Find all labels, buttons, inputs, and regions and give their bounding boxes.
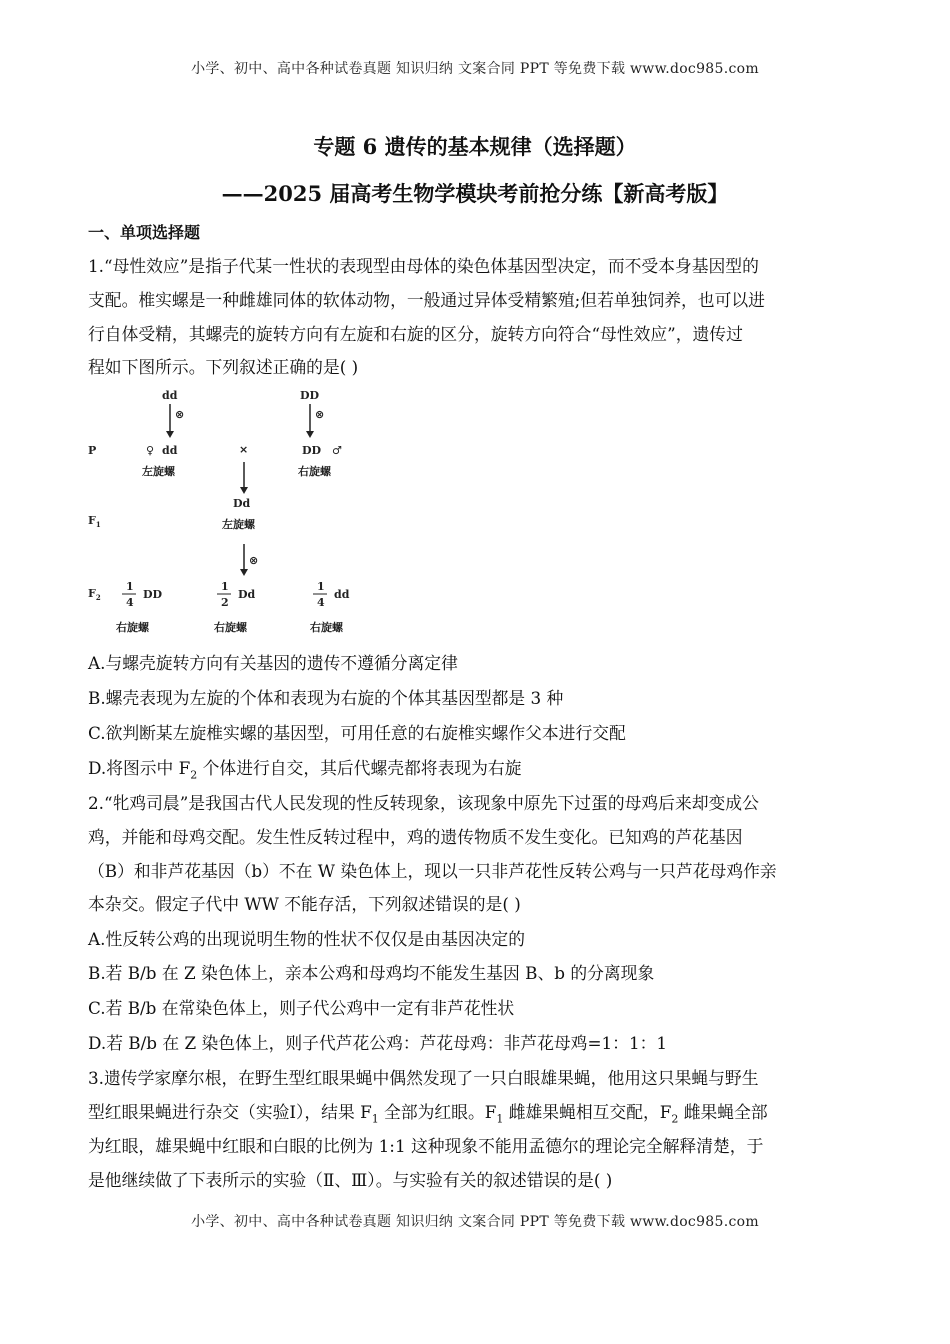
diagram-f1-genotype: Dd — [233, 497, 251, 510]
f2-fraction-den: 4 — [126, 596, 134, 609]
q1-line-3: 行自体受精，其螺壳的旋转方向有左旋和右旋的区分，旋转方向符合“母性效应”，遗传过 — [88, 324, 743, 344]
q3-line-3: 为红眼，雄果蝇中红眼和白眼的比例为 1:1 这种现象不能用孟德尔的理论完全解释清楚，于 — [88, 1136, 764, 1156]
f2-genotype: Dd — [238, 588, 256, 601]
page-footer: 小学、初中、高中各种试卷真题 知识归纳 文案合同 PPT 等免费下载 www.doc985.com — [191, 1214, 759, 1230]
self-cross-icon: ⊗ — [315, 408, 325, 421]
inheritance-diagram — [80, 382, 380, 640]
q2-line-3: （B）和非芦花基因（b）不在 W 染色体上，现以一只非芦花性反转公鸡与一只芦花母鸡作亲 — [88, 861, 777, 881]
page-title: 专题 6 遗传的基本规律（选择题） — [313, 134, 637, 159]
diagram-left-label: 左旋螺 — [142, 465, 175, 478]
q3-line-2: 型红眼果蝇进行杂交（实验Ⅰ），结果 $F_1$ 全部为红眼。$F_1$ 雌雄果蝇相互交配，$F_2$ 雌果蝇全部 — [88, 1102, 768, 1126]
diagram-arrowhead-to-f2 — [240, 569, 248, 576]
f2-item-3 — [310, 580, 350, 634]
diagram-male-genotype: DD — [302, 444, 322, 457]
page-header: 小学、初中、高中各种试卷真题 知识归纳 文案合同 PPT 等免费下载 www.doc985.com — [191, 61, 759, 77]
page-subtitle: ——2025 届高考生物学模块考前抢分练【新高考版】 — [221, 181, 729, 206]
f2-label: 右旋螺 — [116, 621, 149, 634]
diagram-F2-label: $F_2$ — [88, 587, 101, 602]
q2-line-4: 本杂交。假定子代中 WW 不能存活，下列叙述错误的是( ) — [88, 894, 521, 914]
female-symbol-icon: ♀ — [146, 444, 155, 457]
diagram-arrowhead-left-top — [166, 431, 174, 438]
f2-item-1 — [116, 580, 163, 634]
f2-genotype: DD — [143, 588, 163, 601]
self-cross-icon: ⊗ — [249, 554, 259, 567]
q2-option-c: C.若 B/b 在常染色体上，则子代公鸡中一定有非芦花性状 — [88, 998, 515, 1018]
male-symbol-icon: ♂ — [332, 444, 342, 457]
f2-fraction-den: 2 — [221, 596, 229, 609]
q1-option-c: C.欲判断某左旋椎实螺的基因型，可用任意的右旋椎实螺作父本进行交配 — [88, 723, 626, 743]
q2-option-a: A.性反转公鸡的出现说明生物的性状不仅仅是由基因决定的 — [88, 929, 525, 949]
q1-line-1: 1.“母性效应”是指子代某一性状的表现型由母体的染色体基因型决定，而不受本身基因型的 — [88, 256, 759, 276]
cross-symbol: × — [239, 443, 249, 456]
f2-label: 右旋螺 — [214, 621, 247, 634]
f2-item-2 — [214, 580, 256, 634]
diagram-female-genotype: dd — [162, 444, 178, 457]
diagram-right-label: 右旋螺 — [298, 465, 331, 478]
diagram-P-label: P — [88, 444, 97, 457]
q2-option-d: D.若 B/b 在 Z 染色体上，则子代芦花公鸡：芦花母鸡：非芦花母鸡=1：1：1 — [88, 1033, 668, 1053]
f2-label: 右旋螺 — [310, 621, 343, 634]
diagram-arrowhead-to-f1 — [240, 487, 248, 494]
q1-option-a: A.与螺壳旋转方向有关基因的遗传不遵循分离定律 — [88, 653, 458, 673]
f2-fraction-num: 1 — [221, 580, 229, 593]
diagram-DD-top: DD — [300, 389, 320, 402]
f2-fraction-num: 1 — [317, 580, 325, 593]
section-heading: 一、单项选择题 — [88, 223, 201, 242]
q3-line-4: 是他继续做了下表所示的实验（Ⅱ、Ⅲ）。与实验有关的叙述错误的是( ) — [88, 1170, 613, 1190]
self-cross-icon: ⊗ — [175, 408, 185, 421]
f2-fraction-num: 1 — [126, 580, 134, 593]
diagram-F1-label: $F_1$ — [88, 514, 101, 529]
q1-option-d: D.将图示中 $F_2$ 个体进行自交，其后代螺壳都将表现为右旋 — [88, 758, 522, 782]
q1-line-4: 程如下图所示。下列叙述正确的是( ) — [88, 357, 359, 377]
q1-option-b: B.螺壳表现为左旋的个体和表现为右旋的个体其基因型都是 3 种 — [88, 688, 564, 708]
f2-genotype: dd — [334, 588, 350, 601]
diagram-f1-label: 左旋螺 — [222, 518, 255, 531]
q1-line-2: 支配。椎实螺是一种雌雄同体的软体动物，一般通过异体受精繁殖;但若单独饲养，也可以进 — [88, 290, 765, 310]
diagram-arrowhead-right-top — [306, 431, 314, 438]
q2-option-b: B.若 B/b 在 Z 染色体上，亲本公鸡和母鸡均不能发生基因 B、b 的分离现象 — [88, 963, 655, 983]
q2-line-1: 2.“牝鸡司晨”是我国古代人民发现的性反转现象，该现象中原先下过蛋的母鸡后来却变成公 — [88, 793, 759, 813]
q3-line-1: 3.遗传学家摩尔根，在野生型红眼果蝇中偶然发现了一只白眼雄果蝇，他用这只果蝇与野生 — [88, 1068, 759, 1088]
f2-fraction-den: 4 — [317, 596, 325, 609]
q2-line-2: 鸡，并能和母鸡交配。发生性反转过程中，鸡的遗传物质不发生变化。已知鸡的芦花基因 — [88, 827, 743, 847]
diagram-dd-top: dd — [162, 389, 178, 402]
